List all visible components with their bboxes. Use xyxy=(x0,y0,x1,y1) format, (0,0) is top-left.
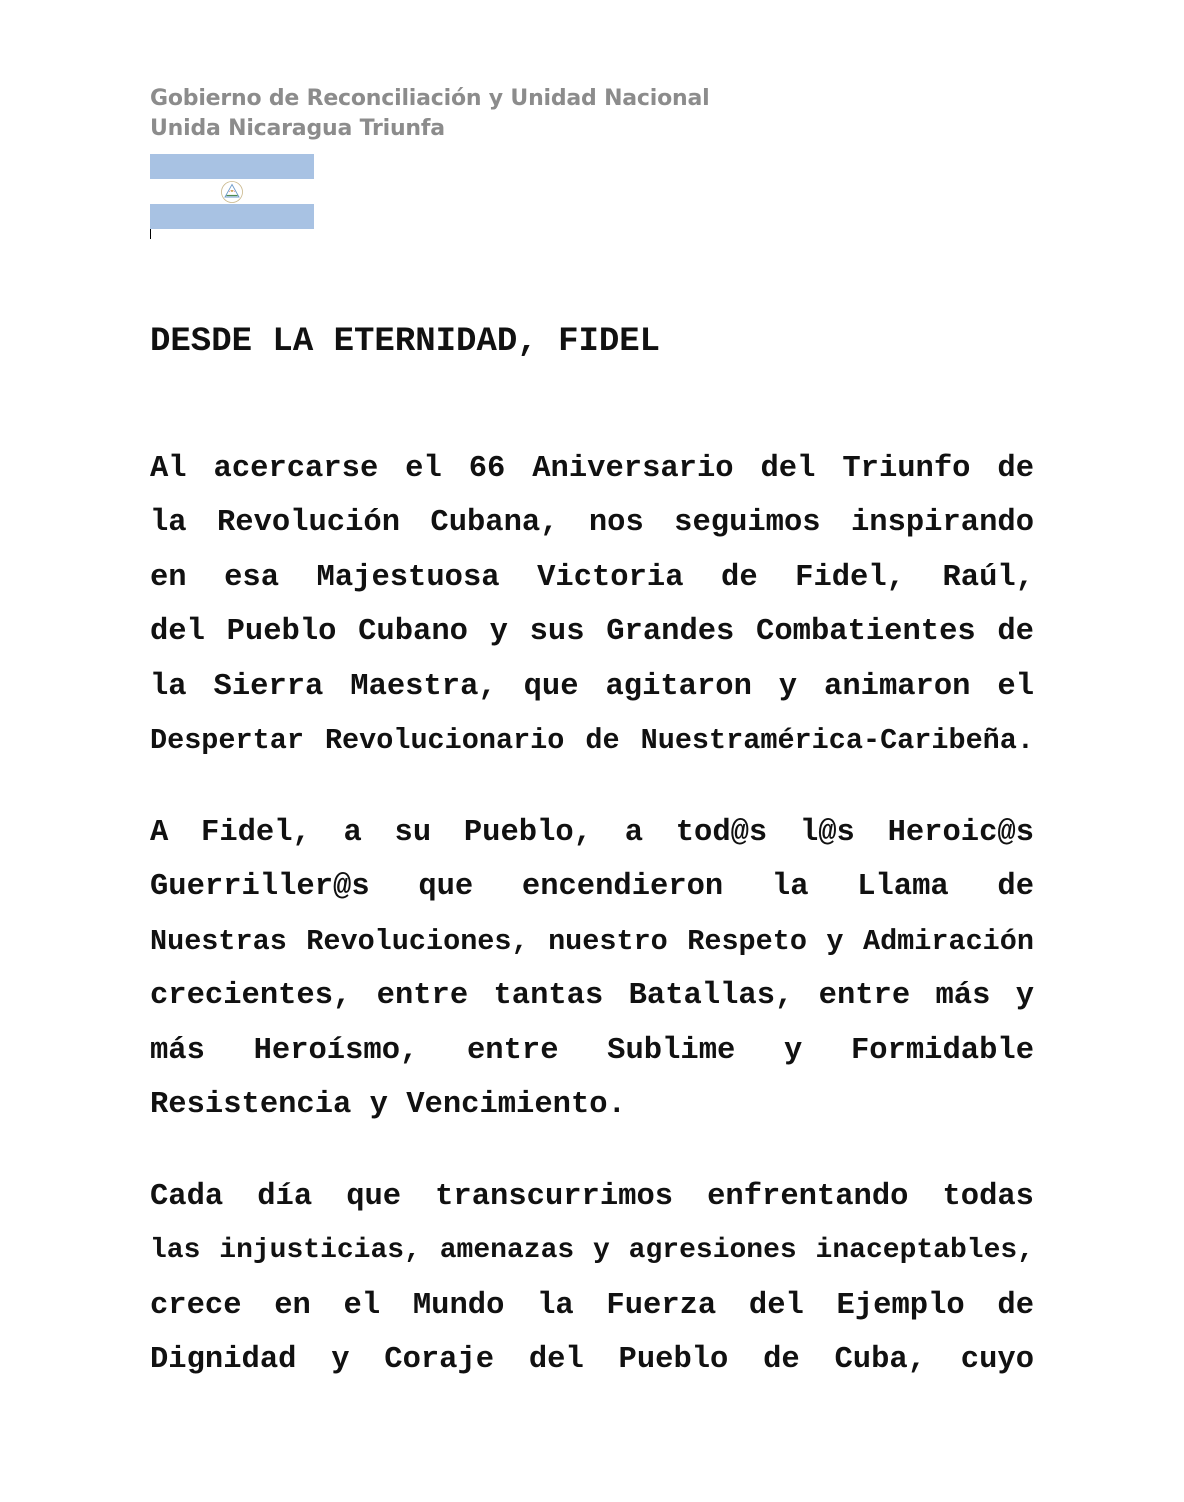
paragraph-line: Nuestras Revoluciones, nuestro Respeto y Admiración xyxy=(150,924,1034,958)
flag-stripe-bottom xyxy=(150,204,314,229)
paragraph-line: Despertar Revolucionario de Nuestramérica-Caribeña. xyxy=(150,723,1034,757)
paragraph-2 xyxy=(150,806,1034,1132)
paragraph-line: las injusticias, amenazas y agresiones inaceptables, xyxy=(150,1235,1034,1267)
paragraph-line: del Pueblo Cubano y sus Grandes Combatientes de xyxy=(150,615,1034,650)
text-cursor-mark xyxy=(150,229,151,239)
paragraph-line: más Heroísmo, entre Sublime y Formidable xyxy=(150,1033,1034,1068)
document-title: DESDE LA ETERNIDAD, FIDEL xyxy=(150,323,661,361)
flag-stripe-top xyxy=(150,154,314,179)
paragraph-line: la Sierra Maestra, que agitaron y animaron el xyxy=(150,669,1034,704)
paragraph-line: crecientes, entre tantas Batallas, entre más y xyxy=(150,979,1034,1014)
paragraph-line: Al acercarse el 66 Aniversario del Triunfo de xyxy=(150,452,1034,486)
paragraph-3 xyxy=(150,1170,1034,1388)
paragraph-line: Cada día que transcurrimos enfrentando todas xyxy=(150,1180,1034,1214)
paragraph-line: crece en el Mundo la Fuerza del Ejemplo de xyxy=(150,1288,1034,1323)
paragraph-line: Resistencia y Vencimiento. xyxy=(150,1087,626,1122)
letterhead-slogan: Unida Nicaragua Triunfa xyxy=(150,116,445,141)
paragraph-line: en esa Majestuosa Victoria de Fidel, Raúl, xyxy=(150,560,1034,595)
nicaragua-coat-of-arms-icon xyxy=(220,180,244,204)
letterhead xyxy=(150,84,709,144)
paragraph-line: A Fidel, a su Pueblo, a tod@s l@s Heroic@s xyxy=(150,816,1034,850)
paragraph-line: la Revolución Cubana, nos seguimos inspirando xyxy=(150,506,1034,541)
paragraph-line: Guerriller@s que encendieron la Llama de xyxy=(150,870,1034,905)
paragraph-line: Dignidad y Coraje del Pueblo de Cuba, cuyo xyxy=(150,1343,1034,1378)
nicaragua-flag xyxy=(150,154,314,229)
letterhead-government-name: Gobierno de Reconciliación y Unidad Nacional xyxy=(150,86,710,111)
paragraph-1 xyxy=(150,442,1034,768)
